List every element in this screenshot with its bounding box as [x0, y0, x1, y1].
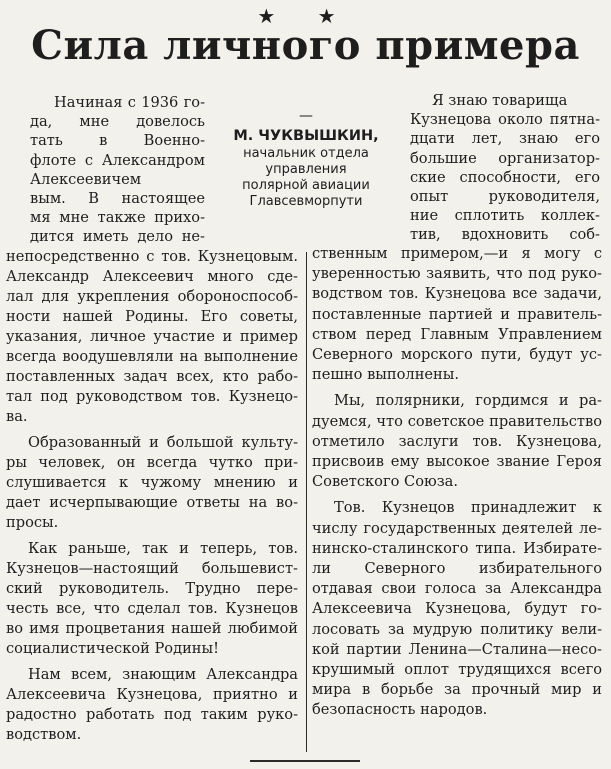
text-line: ние сплотить коллек-	[410, 207, 600, 225]
text-line: отдавая свои голоса за Александра	[312, 580, 602, 598]
text-line: указания, личное участие и пример	[6, 328, 298, 345]
text-line: слушивается к чужому мнению и	[6, 474, 298, 491]
text-line: ва.	[6, 408, 28, 425]
byline-dash: —	[299, 108, 313, 124]
text-line: Образованный и большой культу-	[28, 434, 298, 451]
text-line: непосредственно с тов. Кузнецовым.	[6, 248, 298, 265]
text-line: Мы, полярники, гордимся и ра-	[334, 392, 602, 410]
text-line: кой партии Ленина—Сталина—несо-	[312, 640, 602, 658]
byline	[216, 108, 396, 210]
text-line: всегда воодушевляли на выполнение	[6, 348, 298, 365]
text-line: лал для укрепления обороноспособ-	[6, 288, 298, 305]
text-line: вым. В настоящее	[30, 190, 205, 207]
text-line: крушимый оплот трудящихся всего	[312, 661, 602, 678]
text-line: Кузнецов—настоящий большевист-	[6, 560, 298, 577]
text-line: ры человек, он всегда чутко при-	[6, 454, 298, 471]
text-line: Советского Союза.	[312, 473, 458, 491]
text-line: Нам всем, знающим Александра	[28, 666, 298, 683]
text-line: ли Северного избирательного	[312, 560, 602, 577]
article-title: Сила личного примера	[31, 22, 580, 69]
author-role-line: Главсевморпути	[249, 194, 363, 209]
text-line: Кузнецова около пятна-	[410, 111, 600, 129]
text-line: поставленных задач всех, кто рабо-	[6, 368, 298, 385]
text-line: тал под руководством тов. Кузнецо-	[6, 388, 298, 405]
text-line: дуемся, что советское правительство	[312, 412, 602, 430]
text-line: Алексеевичем	[30, 170, 142, 188]
text-line: присвоив ему высокое звание Героя	[312, 453, 602, 470]
text-line: лосовать за мудрую политику вели-	[312, 620, 602, 638]
text-line: безопасность народов.	[312, 701, 488, 719]
column-divider	[306, 252, 307, 752]
text-line: Алексеевича Кузнецова, будут го-	[312, 600, 602, 618]
author-role-line: управления	[265, 162, 347, 177]
text-line: опыт руководителя,	[410, 188, 600, 205]
text-line: числу государственных деятелей ле-	[312, 519, 602, 537]
text-line: Начиная с 1936 го-	[54, 94, 205, 111]
text-line: Северного морского пути, будут ус-	[312, 346, 602, 363]
text-line: дится иметь дело не-	[30, 228, 205, 246]
text-line: Как раньше, так и теперь, тов.	[28, 540, 298, 557]
text-line: радостно работать под таким руко-	[6, 706, 298, 723]
text-line: уверенностью заявить, что под руко-	[312, 265, 602, 283]
text-line: дает исчерпывающие ответы на во-	[6, 494, 298, 511]
text-line: Я знаю товарища	[432, 92, 568, 109]
text-line: да, мне довелось	[30, 113, 205, 131]
text-line: пешно выполнены.	[312, 366, 460, 384]
text-line: Александр Алексеевич много сде-	[6, 268, 298, 285]
text-line: ственным примером,—и я могу с	[312, 245, 602, 262]
text-line: дцати лет, знаю его	[410, 130, 600, 148]
text-line: мя мне также прихо-	[30, 209, 205, 227]
text-line: честь все, что сделал тов. Кузнецов	[6, 600, 298, 617]
author-role-line: начальник отдела	[243, 146, 369, 161]
text-line: тать в Военно-	[30, 132, 205, 150]
text-line: во имя процветания нашей любимой	[6, 620, 298, 637]
ornament-stars: ★ ★	[257, 4, 354, 28]
text-line: отметило заслуги тов. Кузнецова,	[312, 432, 602, 450]
text-line: ством перед Главным Управлением	[312, 325, 602, 343]
text-line: флоте с Александром	[30, 151, 205, 169]
author-role-line: полярной авиации	[242, 178, 370, 193]
text-line: большие организатор-	[410, 149, 600, 167]
text-line: водством.	[6, 726, 82, 743]
text-line: ский руководитель. Трудно пере-	[6, 580, 298, 597]
text-line: нинско-сталинского типа. Избирате-	[312, 539, 602, 557]
text-line: поставленные партией и правитель-	[312, 305, 602, 323]
text-line: водством тов. Кузнецова все задачи,	[312, 285, 602, 303]
text-line: социалистической Родины!	[6, 640, 219, 657]
text-line: просы.	[6, 514, 59, 531]
text-line: ские способности, его	[410, 168, 600, 186]
text-line: мира в борьбе за прочный мир и	[312, 681, 602, 699]
bottom-rule	[250, 760, 360, 762]
text-line: Тов. Кузнецов принадлежит к	[334, 499, 602, 517]
text-line: тив, вдохновить соб-	[410, 226, 600, 244]
text-line: Алексеевича Кузнецова, приятно и	[6, 686, 298, 703]
text-line: ности нашей Родины. Его советы,	[6, 308, 298, 325]
author-name: М. ЧУКВЫШКИН,	[233, 128, 379, 144]
